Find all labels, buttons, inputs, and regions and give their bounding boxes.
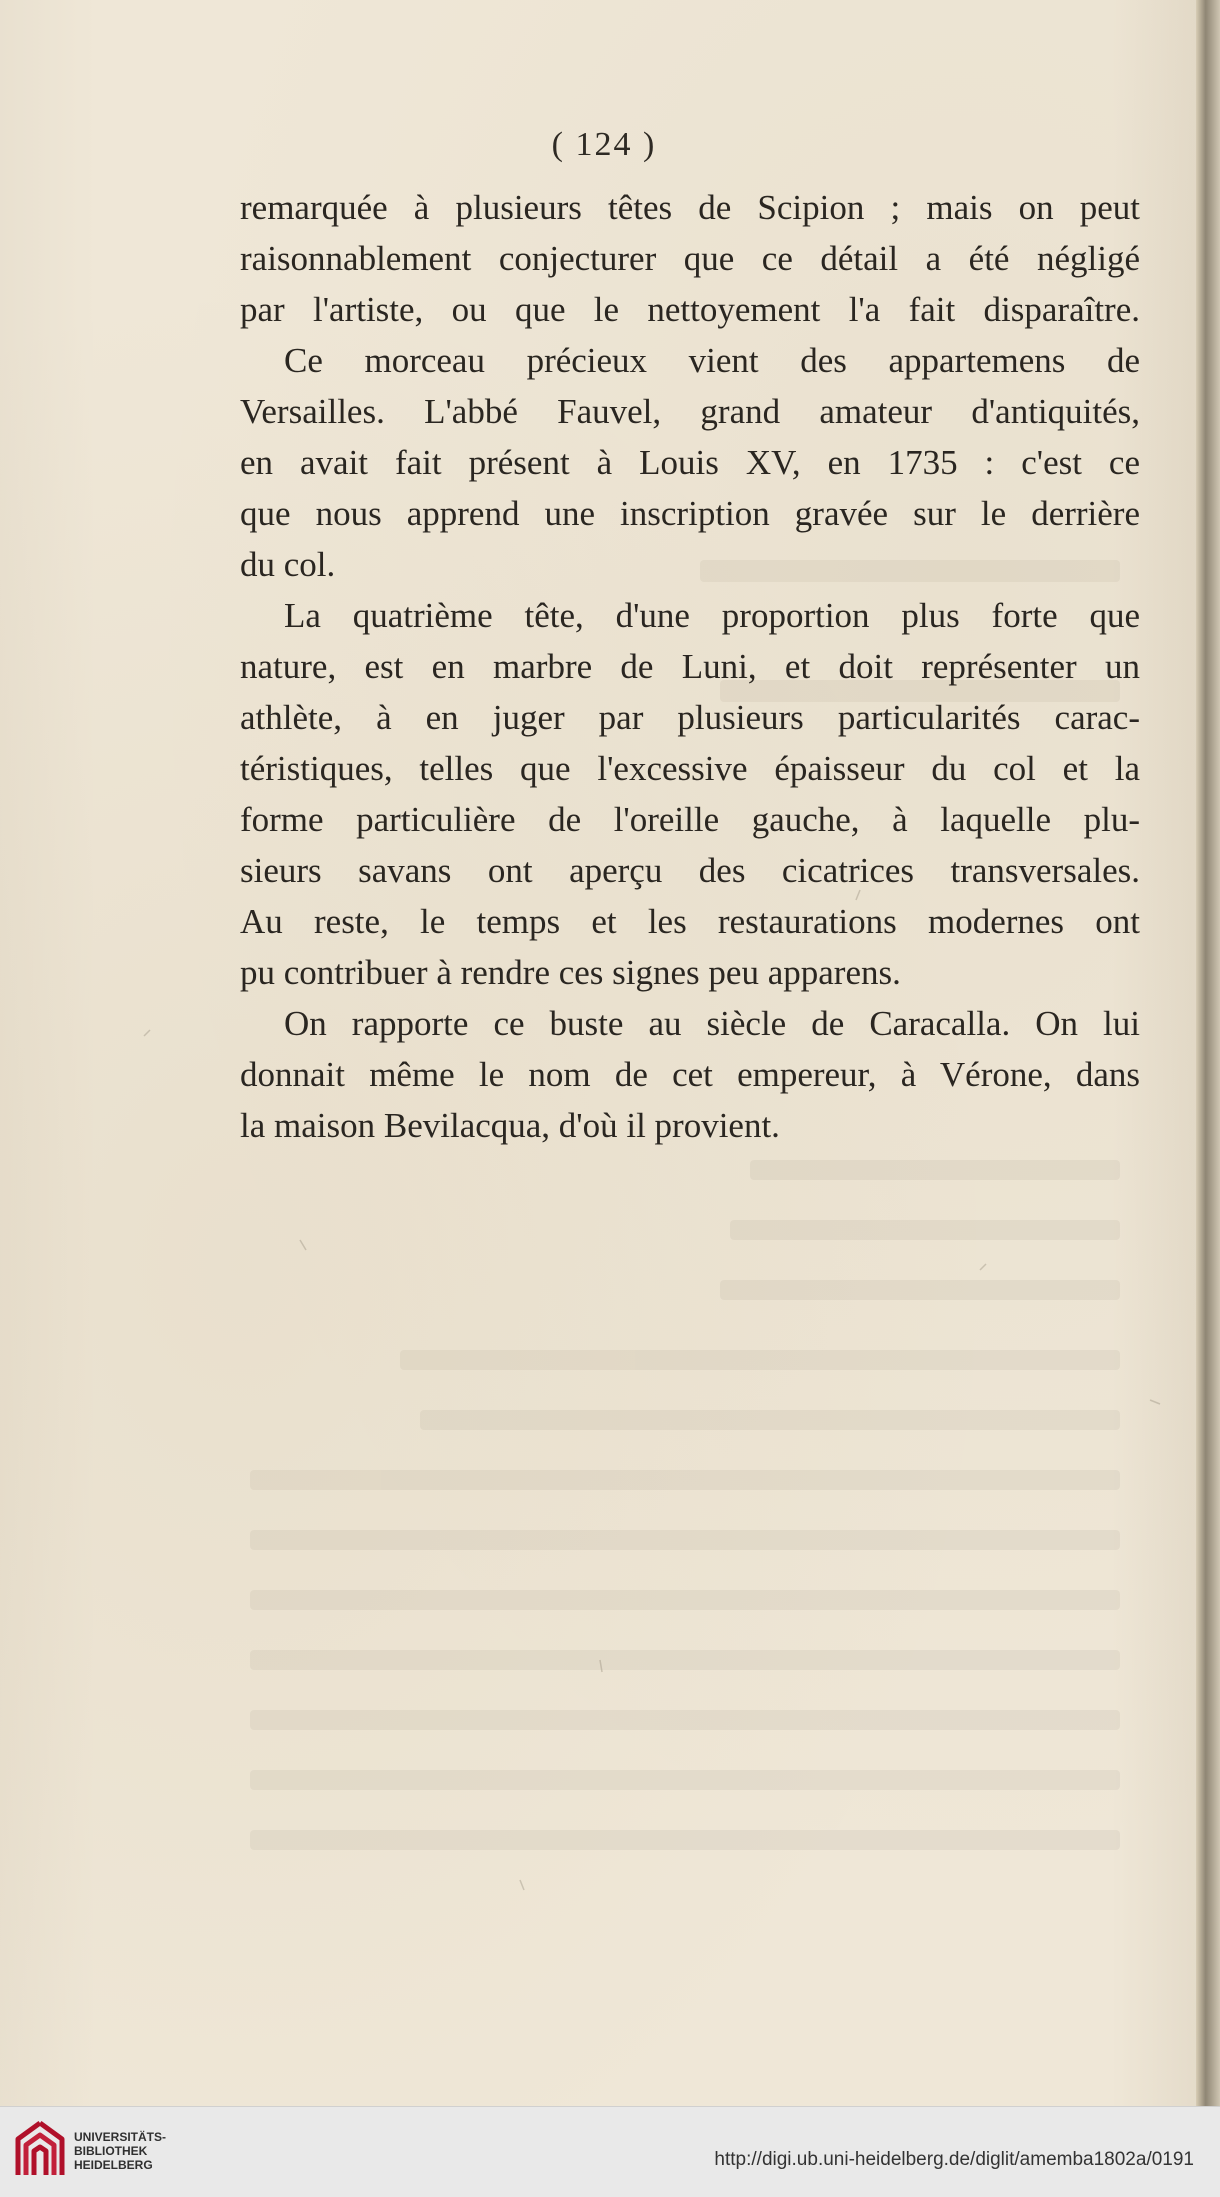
text-line: On rapporte ce buste au siècle de Caracalla. On lui xyxy=(284,1004,1140,1043)
page-edge-shadow xyxy=(1196,0,1220,2106)
text-line: La quatrième tête, d'une proportion plus forte que xyxy=(284,596,1140,635)
logo-line: HEIDELBERG xyxy=(74,2158,153,2172)
text-line: raisonnablement conjecturer que ce détail a été négligé xyxy=(240,239,1140,278)
text-line: Au reste, le temps et les restaurations modernes ont xyxy=(240,902,1140,941)
text-line: en avait fait présent à Louis XV, en 1735 : c'est ce xyxy=(240,443,1140,482)
paragraph xyxy=(240,182,1140,335)
library-logo-icon xyxy=(12,2119,68,2181)
paragraph xyxy=(240,998,1140,1151)
text-line: par l'artiste, ou que le nettoyement l'a fait disparaître. xyxy=(240,290,1140,329)
paragraph xyxy=(240,335,1140,590)
paragraph xyxy=(240,590,1140,998)
text-line: athlète, à en juger par plusieurs particularités carac- xyxy=(240,698,1140,737)
text-line: forme particulière de l'oreille gauche, à laquelle plu- xyxy=(240,800,1140,839)
text-line: donnait même le nom de cet empereur, à Vérone, dans xyxy=(240,1055,1140,1094)
text-line: sieurs savans ont aperçu des cicatrices transversales. xyxy=(240,851,1140,890)
permalink-url[interactable]: http://digi.ub.uni-heidelberg.de/diglit/amemba1802a/0191 xyxy=(714,2149,1194,2170)
text-line: remarquée à plusieurs têtes de Scipion ; mais on peut xyxy=(240,188,1140,227)
text-line: Versailles. L'abbé Fauvel, grand amateur d'antiquités, xyxy=(240,392,1140,431)
text-line: nature, est en marbre de Luni, et doit représenter un xyxy=(240,647,1140,686)
logo-line: BIBLIOTHEK xyxy=(74,2144,148,2158)
text-line: Ce morceau précieux vient des appartemens de xyxy=(284,341,1140,380)
logo-line: UNIVERSITÄTS- xyxy=(74,2130,167,2144)
text-line: du col. xyxy=(240,545,336,584)
library-logo-text xyxy=(74,2130,166,2172)
page-number: ( 124 ) xyxy=(551,126,657,163)
text-line: pu contribuer à rendre ces signes peu apparens. xyxy=(240,953,901,992)
viewer-footer xyxy=(0,2106,1220,2197)
text-line: que nous apprend une inscription gravée sur le derrière xyxy=(240,494,1140,533)
text-line: la maison Bevilacqua, d'où il provient. xyxy=(240,1106,780,1145)
text-line: téristiques, telles que l'excessive épaisseur du col et la xyxy=(240,749,1140,788)
body-text xyxy=(240,182,1140,1151)
